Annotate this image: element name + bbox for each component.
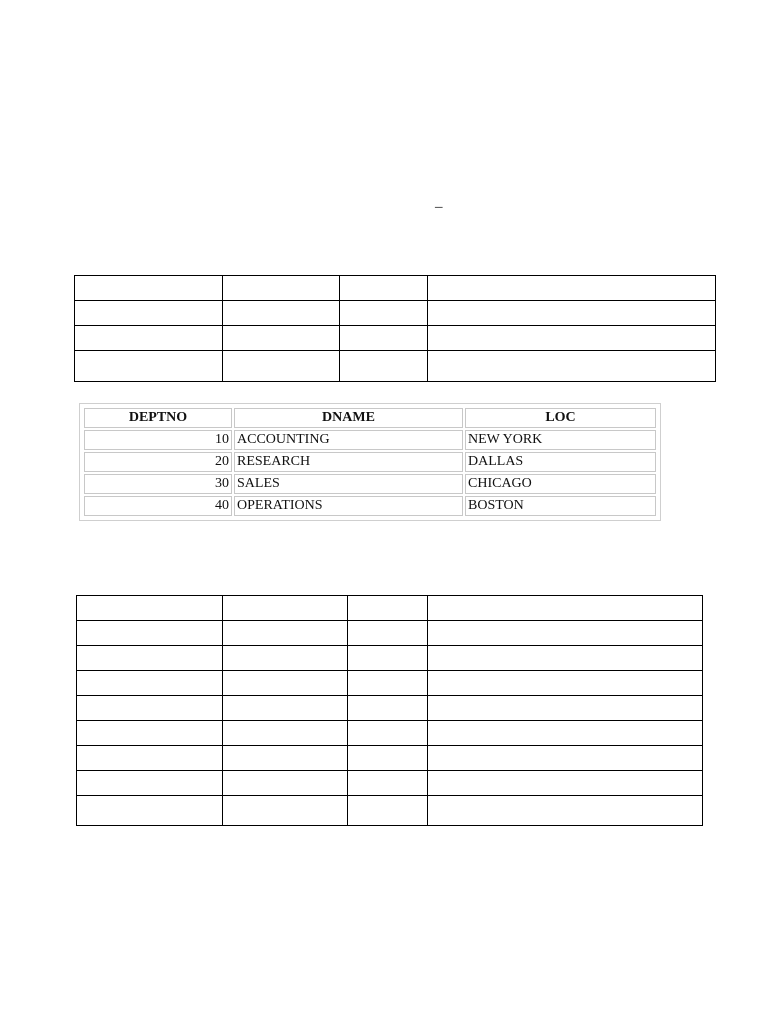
table-cell [77, 721, 223, 746]
table-cell [340, 326, 428, 351]
table-cell [348, 721, 428, 746]
table-cell [428, 276, 716, 301]
table-row [77, 621, 703, 646]
table-cell [77, 596, 223, 621]
table-cell [77, 771, 223, 796]
table-cell [223, 771, 348, 796]
table-row [77, 671, 703, 696]
table-cell [348, 671, 428, 696]
empty-table-top [74, 275, 716, 382]
table-cell [428, 646, 703, 671]
table-cell [428, 301, 716, 326]
dname-cell: SALES [234, 474, 463, 494]
table-cell [348, 771, 428, 796]
table-row [77, 696, 703, 721]
table-cell [77, 646, 223, 671]
table-cell [340, 301, 428, 326]
table-cell [223, 621, 348, 646]
table-cell [340, 351, 428, 382]
deptno-cell: 30 [84, 474, 232, 494]
table-cell [428, 721, 703, 746]
table-cell [77, 671, 223, 696]
table-row [77, 771, 703, 796]
column-header-loc: LOC [465, 408, 656, 428]
table-cell [428, 621, 703, 646]
empty-table-bottom [76, 595, 703, 826]
table-cell [75, 326, 223, 351]
table-cell [223, 276, 340, 301]
table-cell [428, 796, 703, 826]
table-row [77, 796, 703, 826]
table-cell [428, 351, 716, 382]
table-cell [75, 351, 223, 382]
dname-cell: ACCOUNTING [234, 430, 463, 450]
table-row [77, 596, 703, 621]
table-cell [223, 671, 348, 696]
table-cell [428, 746, 703, 771]
table-cell [75, 301, 223, 326]
table-row [84, 452, 656, 472]
dname-cell: OPERATIONS [234, 496, 463, 516]
deptno-cell: 40 [84, 496, 232, 516]
table-cell [77, 621, 223, 646]
table-cell [223, 301, 340, 326]
dept-table-frame [79, 403, 661, 521]
dept-table-header-row [84, 408, 656, 428]
table-row [75, 326, 716, 351]
table-cell [348, 646, 428, 671]
column-header-dname: DNAME [234, 408, 463, 428]
table-cell [77, 696, 223, 721]
table-row [77, 746, 703, 771]
table-cell [75, 276, 223, 301]
table-row [75, 351, 716, 382]
table-row [77, 721, 703, 746]
table-cell [428, 596, 703, 621]
loc-cell: BOSTON [465, 496, 656, 516]
table-cell [223, 796, 348, 826]
dash-mark: – [435, 199, 443, 215]
table-cell [428, 771, 703, 796]
table-cell [77, 796, 223, 826]
table-cell [348, 696, 428, 721]
table-cell [223, 351, 340, 382]
deptno-cell: 10 [84, 430, 232, 450]
dname-cell: RESEARCH [234, 452, 463, 472]
table-cell [77, 746, 223, 771]
table-cell [223, 721, 348, 746]
table-cell [223, 696, 348, 721]
column-header-deptno: DEPTNO [84, 408, 232, 428]
loc-cell: CHICAGO [465, 474, 656, 494]
table-cell [340, 276, 428, 301]
table-cell [428, 696, 703, 721]
loc-cell: DALLAS [465, 452, 656, 472]
table-cell [348, 746, 428, 771]
table-cell [428, 671, 703, 696]
loc-cell: NEW YORK [465, 430, 656, 450]
table-cell [428, 326, 716, 351]
table-row [75, 276, 716, 301]
table-cell [348, 596, 428, 621]
table-cell [348, 796, 428, 826]
table-cell [223, 746, 348, 771]
table-cell [348, 621, 428, 646]
deptno-cell: 20 [84, 452, 232, 472]
table-cell [223, 596, 348, 621]
table-row [84, 474, 656, 494]
table-cell [223, 646, 348, 671]
table-cell [223, 326, 340, 351]
table-row [77, 646, 703, 671]
dept-table [82, 406, 658, 518]
table-row [84, 430, 656, 450]
table-row [75, 301, 716, 326]
table-row [84, 496, 656, 516]
